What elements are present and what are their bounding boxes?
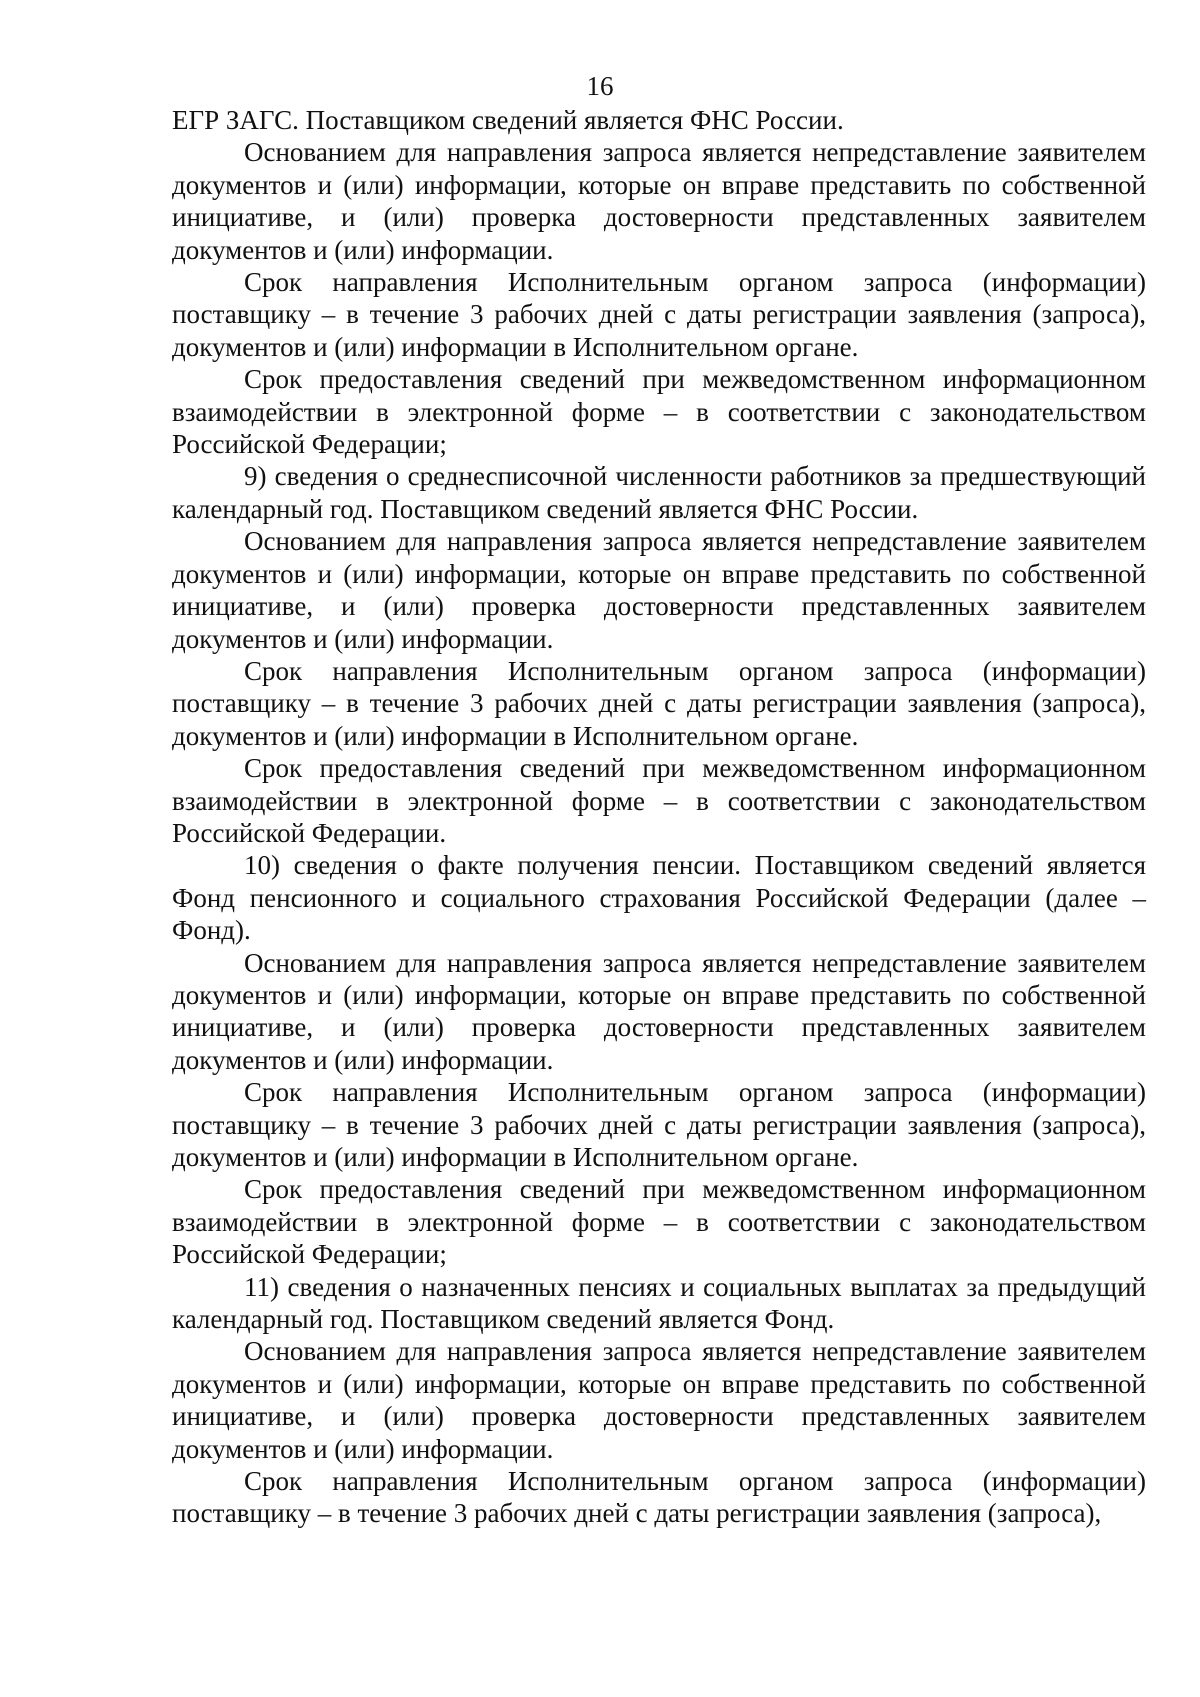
- paragraph-item-9: 9) сведения о среднесписочной численности работников за предшествующий календарный год. Поставщиком сведений является ФНС России.: [172, 461, 1146, 524]
- paragraph-item-11: 11) сведения о назначенных пенсиях и социальных выплатах за предыдущий календарный год. Поставщиком сведений является Фонд.: [172, 1271, 1146, 1335]
- paragraph-request-deadline: Срок направления Исполнительным органом запроса (информации) поставщику – в течение 3 рабочих дней с даты регистрации заявления (запроса), документов и (или) информации в Исполнительном органе.: [172, 1077, 1146, 1172]
- paragraph-request-deadline: Срок направления Исполнительным органом запроса (информации) поставщику – в течение 3 рабочих дней с даты регистрации заявления (запроса),: [172, 1466, 1146, 1529]
- paragraph-request-deadline: Срок направления Исполнительным органом запроса (информации) поставщику – в течение 3 рабочих дней с даты регистрации заявления (запроса), документов и (или) информации в Исполнительном органе.: [172, 655, 1146, 751]
- paragraph-request-basis: Основанием для направления запроса является непредставление заявителем документов и (или) информации, которые он вправе представить по собственной инициативе, и (или) проверка достоверности представленных заявителем документов и (или) информации.: [172, 1336, 1146, 1464]
- paragraph-item-10: 10) сведения о факте получения пенсии. Поставщиком сведений является Фонд пенсионного и социального страхования Российской Федерации (далее – Фонд).: [172, 850, 1146, 946]
- paragraph-request-deadline: Срок направления Исполнительным органом запроса (информации) поставщику – в течение 3 рабочих дней с даты регистрации заявления (запроса), документов и (или) информации в Исполнительном органе.: [172, 267, 1146, 362]
- paragraph-request-basis: Основанием для направления запроса является непредставление заявителем документов и (или) информации, которые он вправе представить по собственной инициативе, и (или) проверка достоверности представленных заявителем документов и (или) информации.: [172, 137, 1146, 265]
- paragraph-provision-deadline: Срок предоставления сведений при межведомственном информационном взаимодействии в электронной форме – в соответствии с законодательством Российской Федерации;: [172, 364, 1146, 460]
- paragraph-request-basis: Основанием для направления запроса является непредставление заявителем документов и (или) информации, которые он вправе представить по собственной инициативе, и (или) проверка достоверности представленных заявителем документов и (или) информации.: [172, 947, 1146, 1075]
- paragraph-provision-deadline: Срок предоставления сведений при межведомственном информационном взаимодействии в электронной форме – в соответствии с законодательством Российской Федерации;: [172, 1174, 1146, 1270]
- paragraph-request-basis: Основанием для направления запроса является непредставление заявителем документов и (или) информации, которые он вправе представить по собственной инициативе, и (или) проверка достоверности представленных заявителем документов и (или) информации.: [172, 526, 1146, 654]
- paragraph-provision-deadline: Срок предоставления сведений при межведомственном информационном взаимодействии в электронной форме – в соответствии с законодательством Российской Федерации.: [172, 753, 1146, 848]
- page-number: 16: [586, 71, 614, 101]
- paragraph-egr-zags-supplier: ЕГР ЗАГС. Поставщиком сведений является ФНС России.: [172, 105, 844, 135]
- document-body: [172, 104, 1146, 1530]
